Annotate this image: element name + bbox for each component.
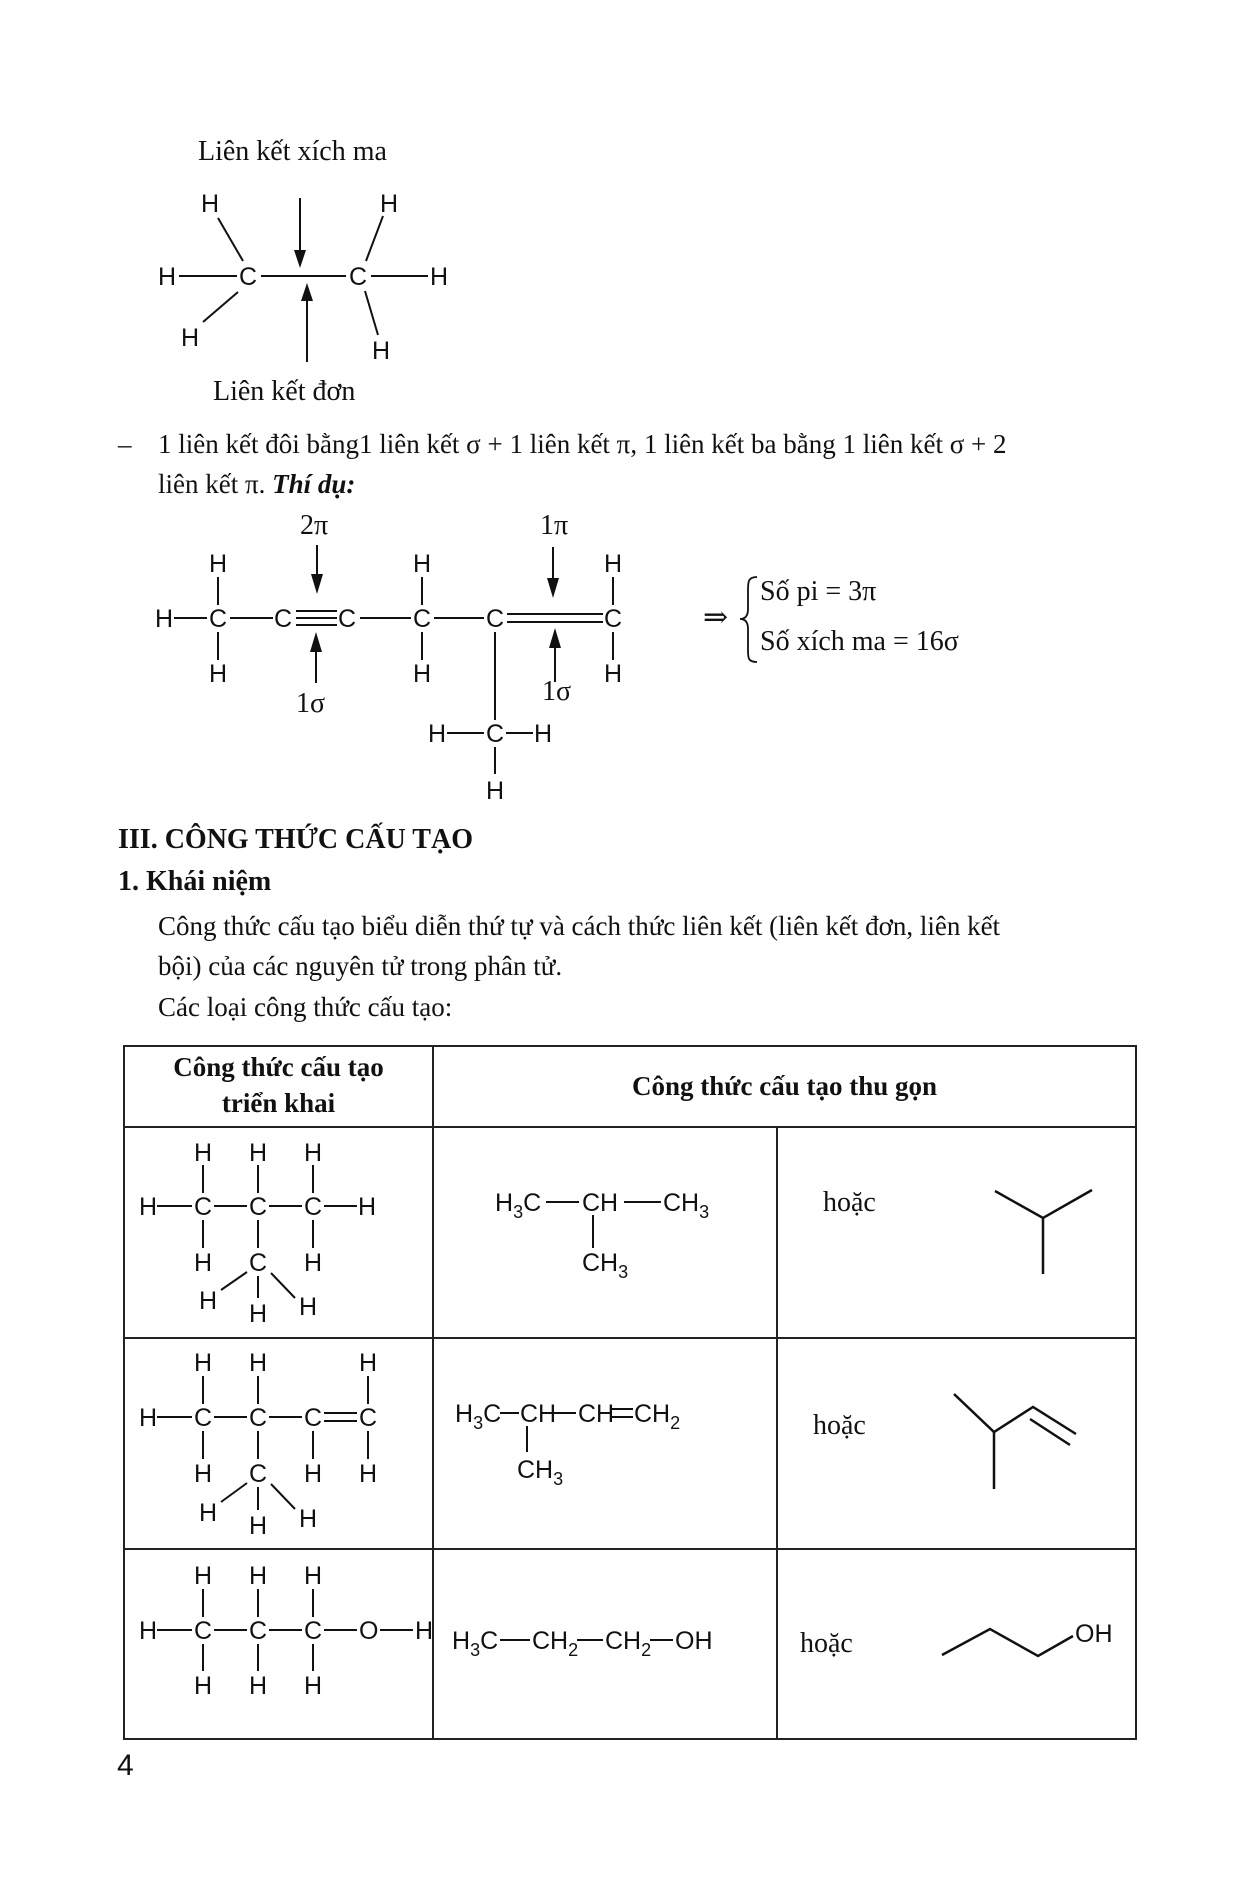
atom-c: C bbox=[249, 1249, 268, 1277]
atom-h: H bbox=[209, 660, 228, 688]
atom-h: H bbox=[534, 720, 553, 748]
page-number: 4 bbox=[117, 1749, 134, 1782]
atom-h: H bbox=[249, 1300, 268, 1328]
atom-h: H bbox=[430, 263, 449, 291]
concept-line-2: bội) của các nguyên tử trong phân tử. bbox=[158, 951, 563, 981]
row3-condensed-formula bbox=[452, 1627, 713, 1660]
row3-skeletal-formula bbox=[942, 1629, 1073, 1656]
atom-c: C bbox=[338, 605, 357, 633]
row2-skeletal-double-bond bbox=[1030, 1419, 1070, 1445]
atom-h: H bbox=[359, 1349, 378, 1377]
header-expanded-line2: triển khai bbox=[221, 1088, 336, 1118]
atom-c: C bbox=[304, 1404, 323, 1432]
atom-c: C bbox=[604, 605, 623, 633]
atom-h: H bbox=[249, 1562, 268, 1590]
atom-h: H bbox=[358, 1193, 377, 1221]
atom-h: H bbox=[380, 190, 399, 218]
atom-h: H bbox=[194, 1139, 213, 1167]
row1-condensed-formula bbox=[495, 1189, 709, 1282]
atom-h: H bbox=[139, 1193, 158, 1221]
atom-h: H bbox=[304, 1139, 323, 1167]
row2-condensed-formula bbox=[455, 1400, 680, 1489]
implies-icon: ⇒ bbox=[703, 601, 729, 634]
bullet-line-2-text: liên kết π. bbox=[158, 469, 273, 499]
atom-h: H bbox=[194, 1562, 213, 1590]
atom-c: C bbox=[194, 1404, 213, 1432]
or-label: hoặc bbox=[800, 1628, 853, 1659]
row3-skeletal-oh: OH bbox=[1075, 1620, 1113, 1648]
atom-h: H bbox=[304, 1562, 323, 1590]
atom-c: C bbox=[304, 1193, 323, 1221]
atom-h: H bbox=[249, 1139, 268, 1167]
atom-c: C bbox=[194, 1193, 213, 1221]
row2-skeletal-formula bbox=[954, 1394, 1076, 1434]
atom-h: H bbox=[415, 1617, 434, 1645]
atom-h: H bbox=[604, 550, 623, 578]
atom-c: C bbox=[249, 1404, 268, 1432]
atom-h: H bbox=[304, 1460, 323, 1488]
bullet-dash: – bbox=[118, 429, 132, 459]
svg-text:H3C: $H_3C$ bbox=[495, 1189, 542, 1222]
atom-h: H bbox=[158, 263, 177, 291]
svg-text:CH2: $CH_2$ bbox=[634, 1400, 681, 1433]
atom-c: C bbox=[249, 1460, 268, 1488]
atom-h: H bbox=[486, 777, 505, 805]
ch-group: CH bbox=[582, 1189, 619, 1217]
atom-h: H bbox=[304, 1672, 323, 1700]
bullet-line-1: 1 liên kết đôi bằng1 liên kết σ + 1 liên kết π, 1 liên kết ba bằng 1 liên kết σ + 2 bbox=[158, 429, 1007, 459]
section-heading: III. CÔNG THỨC CẤU TẠO bbox=[118, 824, 473, 855]
atom-h: H bbox=[604, 660, 623, 688]
svg-text:H3C: $H_3C$ bbox=[455, 1400, 502, 1433]
atom-h: H bbox=[249, 1672, 268, 1700]
atom-h: H bbox=[194, 1460, 213, 1488]
atom-c: C bbox=[486, 605, 505, 633]
svg-text:H3C: $H_3C$ bbox=[452, 1627, 499, 1660]
atom-c: C bbox=[249, 1617, 268, 1645]
svg-text:CH2: $CH_2$ bbox=[532, 1627, 579, 1660]
double-pi-label: 1π bbox=[540, 510, 569, 541]
ch-group: CH bbox=[520, 1400, 557, 1428]
atom-h: H bbox=[299, 1293, 318, 1321]
svg-text:CH3: $CH_3$ bbox=[582, 1249, 629, 1282]
triple-pi-label: 2π bbox=[300, 510, 329, 541]
atom-c: C bbox=[239, 263, 258, 291]
concept-line-1: Công thức cấu tạo biểu diễn thứ tự và cách thức liên kết (liên kết đơn, liên kết bbox=[158, 911, 1001, 941]
atom-c: C bbox=[209, 605, 228, 633]
subheading: 1. Khái niệm bbox=[118, 866, 272, 897]
svg-text:CH3: $CH_3$ bbox=[517, 1456, 564, 1489]
row1-skeletal-formula bbox=[995, 1190, 1092, 1218]
triple-sigma-label: 1σ bbox=[296, 688, 326, 719]
svg-text:CH3: $CH_3$ bbox=[663, 1189, 710, 1222]
row1-expanded-formula bbox=[139, 1139, 376, 1328]
atom-h: H bbox=[209, 550, 228, 578]
example-label: Thí dụ: bbox=[272, 469, 356, 499]
atom-h: H bbox=[304, 1249, 323, 1277]
atom-h: H bbox=[139, 1404, 158, 1432]
atom-h: H bbox=[199, 1287, 218, 1315]
atom-c: C bbox=[359, 1404, 378, 1432]
atom-o: O bbox=[359, 1617, 379, 1645]
atom-h: H bbox=[201, 190, 220, 218]
svg-text:CH2: $CH_2$ bbox=[605, 1627, 652, 1660]
types-intro: Các loại công thức cấu tạo: bbox=[158, 992, 453, 1022]
result-pi: Số pi = 3π bbox=[760, 576, 877, 607]
atom-h: H bbox=[139, 1617, 158, 1645]
atom-h: H bbox=[194, 1249, 213, 1277]
atom-h: H bbox=[413, 550, 432, 578]
or-label: hoặc bbox=[823, 1187, 876, 1218]
atom-c: C bbox=[349, 263, 368, 291]
atom-c: C bbox=[249, 1193, 268, 1221]
ch-group: CH bbox=[578, 1400, 615, 1428]
atom-h: H bbox=[428, 720, 447, 748]
atom-h: H bbox=[249, 1349, 268, 1377]
atom-h: H bbox=[372, 337, 391, 365]
header-condensed: Công thức cấu tạo thu gọn bbox=[632, 1071, 937, 1101]
atom-c: C bbox=[274, 605, 293, 633]
atom-h: H bbox=[359, 1460, 378, 1488]
sigma-bond-label: Liên kết xích ma bbox=[198, 136, 387, 167]
atom-h: H bbox=[181, 324, 200, 352]
atom-h: H bbox=[194, 1349, 213, 1377]
atom-c: C bbox=[304, 1617, 323, 1645]
atom-h: H bbox=[155, 605, 174, 633]
result-sigma: Số xích ma = 16σ bbox=[760, 626, 959, 657]
atom-h: H bbox=[299, 1505, 318, 1533]
or-label: hoặc bbox=[813, 1410, 866, 1441]
atom-c: C bbox=[413, 605, 432, 633]
atom-h: H bbox=[194, 1672, 213, 1700]
atom-h: H bbox=[249, 1512, 268, 1540]
row3-expanded-formula bbox=[139, 1562, 433, 1700]
atom-c: C bbox=[194, 1617, 213, 1645]
atom-c: C bbox=[486, 720, 505, 748]
header-expanded-line1: Công thức cấu tạo bbox=[173, 1052, 384, 1082]
row2-expanded-formula bbox=[139, 1349, 377, 1540]
atom-h: H bbox=[413, 660, 432, 688]
double-sigma-label: 1σ bbox=[542, 676, 572, 707]
single-bond-label: Liên kết đơn bbox=[213, 376, 356, 407]
oh-group: OH bbox=[675, 1627, 713, 1655]
atom-h: H bbox=[199, 1499, 218, 1527]
